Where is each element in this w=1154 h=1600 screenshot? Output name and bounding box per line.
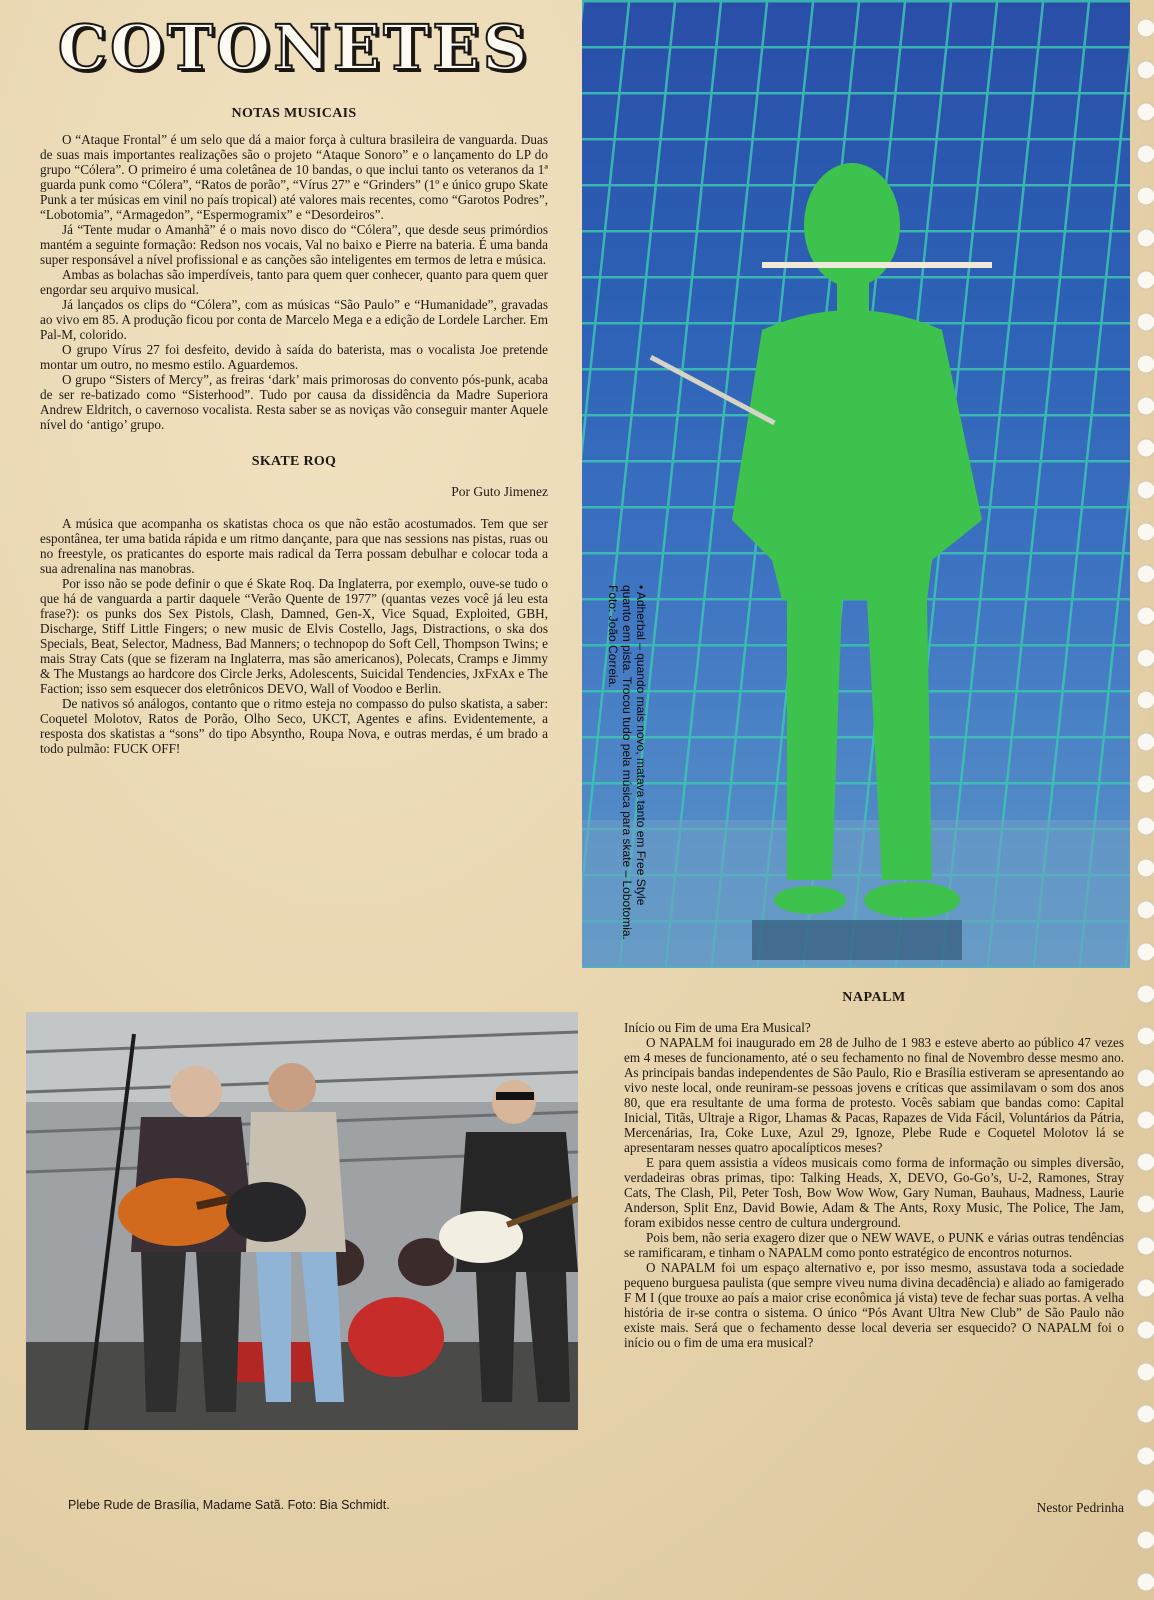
napalm-author: Nestor Pedrinha: [1036, 1500, 1124, 1515]
napalm-paragraph: Pois bem, não seria exagero dizer que o NEW WAVE, o PUNK e várias outras tendências se ramificaram, e tinham o NAPALM como ponto estratégico de encontros noturnos.: [624, 1230, 1124, 1260]
spiral-binding-holes: [1128, 0, 1154, 1600]
photo-illustration: [582, 0, 1130, 968]
top-photo-caption: • Adherbal – quando mais novo, matava tanto em Free Style quanto em pista. Trocou tudo pela música para skate – Lobotomia. Foto: João Correia.: [606, 585, 648, 940]
left-column: [40, 11, 548, 757]
notas-paragraph: O grupo “Sisters of Mercy”, as freiras ‘dark’ mais primorosas do convento pós-punk, acaba de ser re-batizado como “Sisterhood”. Tudo por causa da dissidência da Madre Superiora Andrew Eldritch, o cavernoso vocalista. Resta saber se as noviças vão conseguir manter Aquele nível do ‘antigo’ grupo.: [40, 372, 548, 433]
masthead-title: COTONETES: [57, 11, 531, 84]
skate-roq-heading: SKATE ROQ: [251, 454, 337, 470]
skate-paragraph: De nativos só análogos, contanto que o ritmo esteja no compasso do pulso skatista, a saber: Coquetel Molotov, Ratos de Porão, Olho Seco, UKCT, Agentes e afins. Evidentemente, a resposta dos skatistas a “sons” do tipo Absyntho, Roupa Nova, e outras merdas, é um brado a todo pulmão: FUCK OFF!: [40, 696, 548, 757]
notas-paragraph: O grupo Vírus 27 foi desfeito, devido à saída do baterista, mas o vocalista Joe pretende montar um outro, no mesmo estilo. Aguardemos.: [40, 342, 548, 373]
band-photo-illustration: [26, 1012, 578, 1430]
band-on-stage-photo: [26, 1012, 578, 1430]
napalm-lead: Início ou Fim de uma Era Musical?: [624, 1020, 811, 1035]
napalm-paragraph: O NAPALM foi um espaço alternativo e, por isso mesmo, assustava toda a sociedade pequeno burguesa paulista (que sempre viveu numa divina decadência) e aliado ao famigerado F M I (que trouxe ao país a maior crise econômica já vista) teve de fechar suas portas. A velha história de ir-se contra o sistema. O único “Pós Avant Ultra New Club” de São Paulo não existe mais. Será que o fechamento desse local deveria ser esquecido? O NAPALM foi o início ou o fim de uma era musical?: [624, 1260, 1124, 1350]
notas-musicais-heading: NOTAS MUSICAIS: [231, 106, 357, 122]
notas-paragraph: Já “Tente mudar o Amanhã” é o mais novo disco do “Cólera”, que desde seus primórdios mantém a seguinte formação: Redson nos vocais, Val no baixo e Pierre na bateria. É uma banda super responsável a nível profissional e as canções são inteligentes em termos de letra e música.: [40, 222, 548, 268]
skater-musician-photo: [582, 0, 1130, 968]
notas-paragraph: Ambas as bolachas são imperdíveis, tanto para quem quer conhecer, quanto para quem quer engordar seu arquivo musical.: [40, 267, 548, 298]
notas-paragraph: Já lançados os clips do “Cólera”, com as músicas “São Paulo” e “Humanidade”, gravadas ao vivo em 85. A produção ficou por conta de Marcelo Mega e a edição de Lordele Larcher. Em Pal-M, colorido.: [40, 297, 548, 343]
napalm-article: [624, 990, 1124, 1350]
napalm-paragraph: E para quem assistia a vídeos musicais como forma de informação ou simples diversão, verdadeiras obras primas, tipo: Talking Heads, X, DEVO, Go-Go’s, U-2, Ramones, Stray Cats, The Clash, Pil, Peter Tosh, Bow Wow Wow, Gary Numan, Bauhaus, Madness, Laurie Anderson, Split Enz, David Bowie, Adam & The Ants, Roxy Music, The Police, The Jam, foram exibidos nesse centro de cultura underground.: [624, 1155, 1124, 1230]
napalm-paragraph: O NAPALM foi inaugurado em 28 de Julho de 1 983 e esteve aberto ao público 47 vezes em 4 meses de funcionamento, até o seu fechamento no final de Novembro desse mesmo ano. As principais bandas independentes de São Paulo, Rio e Brasília estiveram se apresentando ao vivo neste local, onde reuniram-se pessoas jovens e críticas que assimilavam o som dos anos 80, que era resultante de uma forma de protesto. Vocês sabiam que bandas como: Capital Inicial, Titãs, Ultraje a Rigor, Lhamas & Pacas, Rapazes de Vida Fácil, Voluntários da Pátria, Mercenárias, Ira, Coke Luxe, Azul 29, Ignoze, Plebe Rude e Coquetel Molotov lá se apresentaram nesses quatro apocalípticos meses?: [624, 1035, 1124, 1155]
napalm-heading: NAPALM: [842, 990, 906, 1005]
skate-paragraph: Por isso não se pode definir o que é Skate Roq. Da Inglaterra, por exemplo, ouve-se tudo o que há de vanguarda a partir daquele “Verão Quente de 1977” (quantas vezes você já leu esta frase?): os punks dos Sex Pistols, Clash, Damned, Gen-X, Vice Squad, Exploited, GBH, Discharge, Stiff Little Fingers; o new music de Elvis Costello, Jags, Distractions, o ska dos Specials, Beat, Selector, Madness, Bad Manners; o technopop do Soft Cell, Thompson Twins; e mais Stray Cats (que se fizeram na Inglaterra, mas são americanos), Polecats, Cramps e Jimmy & The Mustangs ao hardcore dos Circle Jerks, Adolescents, Suicidal Tendencies, JxFxAx e The Faction; isso sem esquecer dos eletrônicos DEVO, Wall of Voodoo e Berlin.: [40, 576, 548, 697]
skate-byline: Por Guto Jimenez: [451, 484, 548, 500]
bottom-photo-caption: Plebe Rude de Brasília, Madame Satã. Foto: Bia Schmidt.: [68, 1498, 390, 1512]
notas-paragraph: O “Ataque Frontal” é um selo que dá a maior força à cultura brasileira de vanguarda. Duas de suas mais importantes realizações são o projeto “Ataque Sonoro” e o lançamento do LP do grupo “Cólera”. O primeiro é uma coletânea de 10 bandas, o que inclui tanto os veteranos da 1ª guarda punk como “Cólera”, “Ratos de porão”, “Vírus 27” e “Grinders” (1º e único grupo Skate Punk a ter músicas em vinil no país tropical) até valores mais recentes, como “Garotos Podres”, “Lobotomia”, “Armagedon”, “Espermogramix” e “Desordeiros”.: [40, 132, 548, 223]
skate-paragraph: A música que acompanha os skatistas choca os que não estão acostumados. Tem que ser espontânea, ter uma batida rápida e um ritmo dançante, para que nas sessions nas pistas, ruas ou no freestyle, os praticantes do esporte mais radical da Terra possam debulhar e colocar toda a sua adrenalina nas manobras.: [40, 516, 548, 577]
